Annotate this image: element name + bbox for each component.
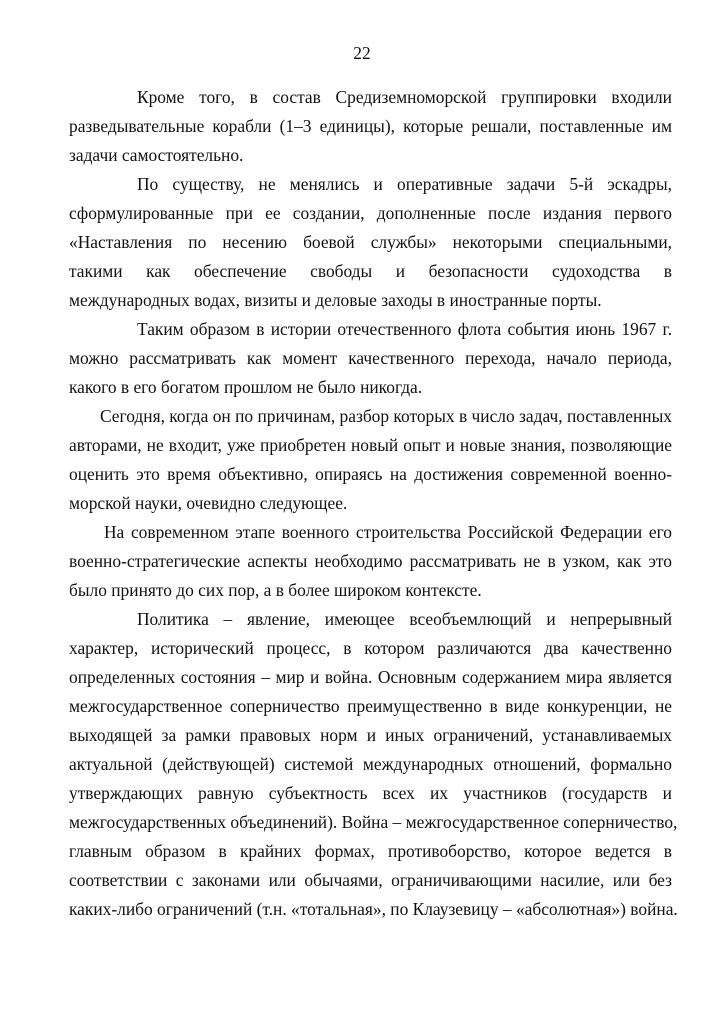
- paragraph-3-line-2: можно рассматривать как момент качественного перехода, начало периода,: [69, 348, 672, 368]
- paragraph-6-line-2: характер, исторический процесс, в котором различаются два качественно: [69, 638, 672, 658]
- paragraph-6-line-4: межгосударственное соперничество преимущественно в виде конкуренции, не: [69, 696, 672, 716]
- paragraph-2-line-3: «Наставления по несению боевой службы» некоторыми специальными,: [69, 232, 672, 252]
- paragraph-5-line-1: На современном этапе военного строительства Российской Федерации его: [104, 522, 672, 542]
- paragraph-5-line-2: военно-стратегические аспекты необходимо рассматривать не в узком, как это: [69, 551, 672, 571]
- page-number: 22: [353, 43, 371, 63]
- paragraph-3-line-3: какого в его богатом прошлом не было никогда.: [69, 377, 423, 397]
- paragraph-6-line-6: актуальной (действующей) системой международных отношений, формально: [69, 754, 672, 774]
- paragraph-6-line-10: соответствии с законами или обычаями, ограничивающими насилие, или без: [69, 870, 672, 890]
- paragraph-1-line-3: задачи самостоятельно.: [69, 145, 244, 165]
- paragraph-4-line-1: Сегодня, когда он по причинам, разбор которых в число задач, поставленных: [100, 406, 672, 426]
- paragraph-6-line-11: каких-либо ограничений (т.н. «тотальная», по Клаузевицу – «абсолютная») война.: [69, 899, 678, 919]
- paragraph-3-line-1: Таким образом в истории отечественного флота события июнь 1967 г.: [137, 319, 672, 339]
- paragraph-2-line-1: По существу, не менялись и оперативные задачи 5-й эскадры,: [137, 174, 672, 194]
- paragraph-2-line-4: такими как обеспечение свободы и безопасности судоходства в: [69, 261, 672, 281]
- paragraph-1-line-1: Кроме того, в состав Средиземноморской группировки входили: [137, 87, 672, 107]
- paragraph-1-line-2: разведывательные корабли (1–3 единицы), которые решали, поставленные им: [69, 116, 672, 136]
- paragraph-5-line-3: было принято до сих пор, а в более широком контексте.: [69, 580, 482, 600]
- paragraph-6-line-5: выходящей за рамки правовых норм и иных ограничений, устанавливаемых: [69, 725, 672, 745]
- paragraph-6-line-1: Политика – явление, имеющее всеобъемлющий и непрерывный: [137, 609, 672, 629]
- paragraph-2-line-5: международных водах, визиты и деловые заходы в иностранные порты.: [69, 290, 602, 310]
- paragraph-6-line-8: межгосударственных объединений). Война – межгосударственное соперничество,: [69, 812, 678, 832]
- paragraph-4-line-4: морской науки, очевидно следующее.: [69, 493, 348, 513]
- paragraph-4-line-2: авторами, не входит, уже приобретен новый опыт и новые знания, позволяющие: [69, 435, 672, 455]
- paragraph-4-line-3: оценить это время объективно, опираясь на достижения современной военно-: [69, 464, 672, 484]
- paragraph-6-line-3: определенных состояния – мир и война. Основным содержанием мира является: [69, 667, 672, 687]
- paragraph-6-line-7: утверждающих равную субъектность всех их участников (государств и: [69, 783, 672, 803]
- paragraph-2-line-2: сформулированные при ее создании, дополненные после издания первого: [69, 203, 672, 223]
- paragraph-6-line-9: главным образом в крайних формах, противоборство, которое ведется в: [69, 841, 672, 861]
